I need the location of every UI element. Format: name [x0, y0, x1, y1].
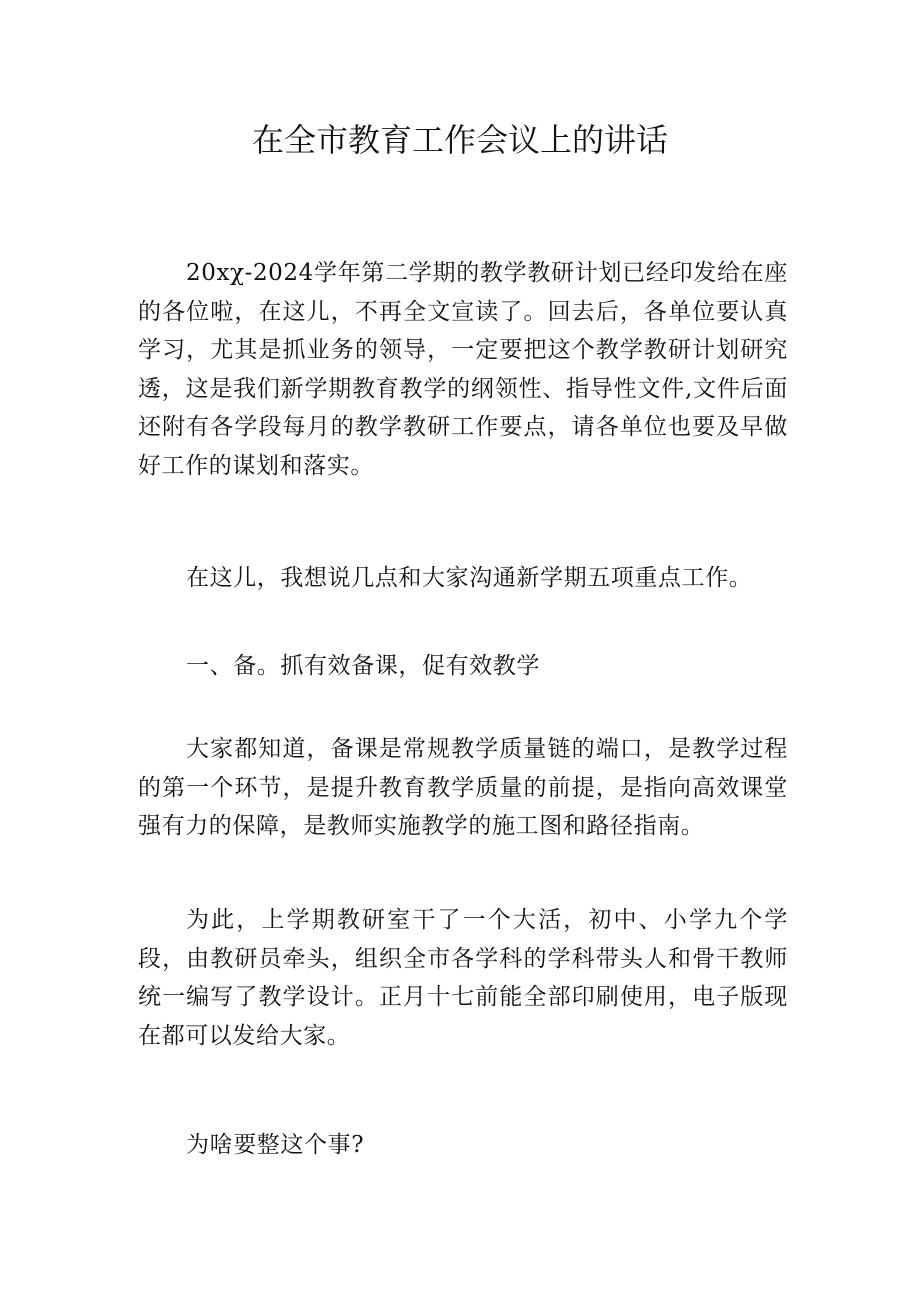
document-title: 在全市教育工作会议上的讲话 — [251, 121, 668, 159]
paragraph-lesson-prep-importance: 大家都知道，备课是常规教学质量链的端口，是教学过程的第一个环节，是提升教育教学质量的前提，是指向高效课堂强有力的保障，是教师实施教学的施工图和路径指南。 — [138, 736, 788, 839]
section-heading-lesson-prep: 一、备。抓有效备课，促有效教学 — [186, 653, 540, 679]
paragraph-question: 为啥要整这个事? — [186, 1132, 365, 1158]
paragraph-teaching-plan: 20xχ-2024学年第二学期的教学教研计划已经印发给在座的各位啦，在这儿，不再全文宣读了。回去后，各单位要认真学习，尤其是抓业务的领导，一定要把这个教学教研计划研究透，这是我们新学期教育教学的纲领性、指导性文件,文件后面还附有各学段每月的教学教研工作要点，请各单位也要及早做好工作的谋划和落实。 — [138, 260, 788, 479]
paragraph-five-key-tasks: 在这儿，我想说几点和大家沟通新学期五项重点工作。 — [186, 565, 753, 591]
paragraph-teaching-design: 为此，上学期教研室干了一个大活，初中、小学九个学段，由教研员牵头，组织全市各学科的学科带头人和骨干教师统一编写了教学设计。正月十七前能全部印刷使用，电子版现在都可以发给大家。 — [138, 907, 788, 1049]
